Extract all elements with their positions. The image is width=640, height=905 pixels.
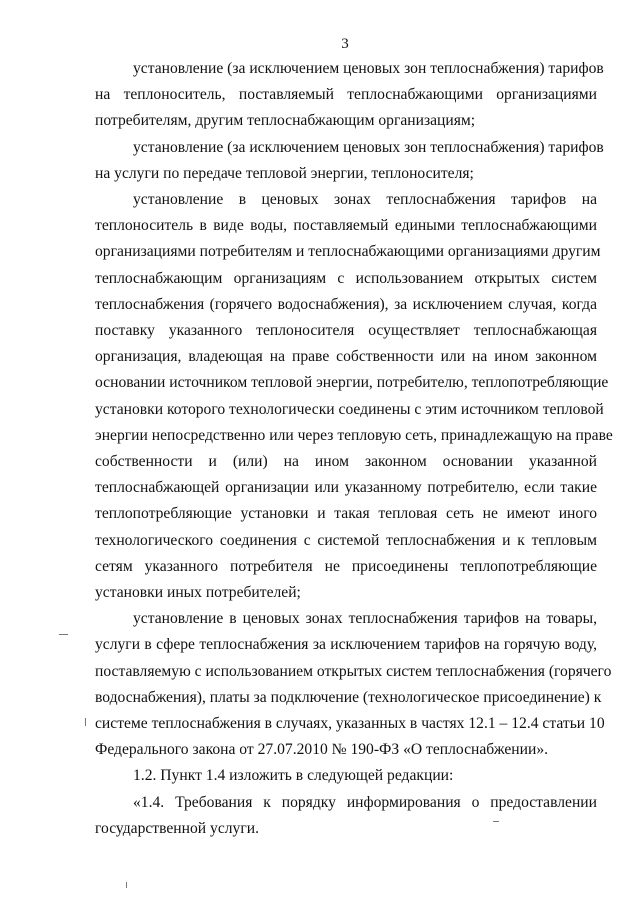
text-line: основании источником тепловой энергии, потребителю, теплопотребляющие [95, 374, 609, 392]
scan-mark [85, 718, 86, 726]
text-line: технологического соединения с системой теплоснабжения и к тепловым [95, 531, 597, 549]
text-line: теплоснабжающей организации или указанному потребителю, если такие [95, 479, 597, 497]
paragraph-amendment-1-2 [95, 763, 597, 789]
text-line: сетям указанного потребителя не присоединены теплопотребляющие [95, 557, 597, 575]
paragraph-price-zones-water [95, 187, 613, 606]
text-line: на теплоноситель, поставляемый теплоснабжающими организациями [95, 86, 597, 104]
text-line: установление (за исключением ценовых зон теплоснабжения) тарифов [133, 60, 604, 77]
text-line: установки иных потребителей; [95, 584, 301, 602]
text-line: на услуги по передаче тепловой энергии, теплоносителя; [95, 164, 474, 182]
paragraph-requirements-1-4 [95, 790, 597, 842]
text-line: энергии непосредственно или через тепловую сеть, принадлежащую на праве [95, 426, 613, 444]
scan-mark [126, 882, 127, 888]
text-line: установки которого технологически соединены с этим источником тепловой [95, 400, 604, 418]
scan-mark [59, 634, 68, 635]
text-line: установление в ценовых зонах теплоснабжения тарифов на товары, [133, 610, 597, 628]
text-line: теплоноситель в виде воды, поставляемый едиными теплоснабжающими [95, 217, 597, 235]
text-line: поставку указанного теплоносителя осуществляет теплоснабжающая [95, 322, 597, 340]
text-line: системе теплоснабжения в случаях, указанных в частях 12.1 – 12.4 статьи 10 [95, 715, 605, 733]
text-line: Федерального закона от 27.07.2010 № 190-ФЗ «О теплоснабжении». [95, 741, 549, 759]
paragraph-price-zones-goods [95, 606, 612, 763]
text-line: потребителям, другим теплоснабжающим организациям; [95, 112, 476, 130]
text-line: организациями потребителям и теплоснабжающими организациями другим [95, 243, 601, 261]
text-line: услуги в сфере теплоснабжения за исключением тарифов на горячую воду, [95, 636, 597, 654]
page-number: 3 [341, 36, 349, 52]
paragraph-tariffs-heat-carrier [95, 56, 604, 135]
paragraph-tariffs-transfer [95, 135, 604, 187]
text-line: собственности и (или) на ином законном основании указанной [95, 453, 597, 471]
text-line: теплоснабжения (горячего водоснабжения), за исключением случая, когда [95, 295, 597, 313]
text-line: теплопотребляющие установки и такая тепловая сеть не имеют иного [95, 505, 597, 523]
text-line: государственной услуги. [95, 819, 259, 837]
document-body [95, 56, 613, 842]
scan-mark [493, 821, 499, 822]
text-line: организация, владеющая на праве собственности или на ином законном [95, 348, 597, 366]
text-line: поставляемую с использованием открытых систем теплоснабжения (горячего [95, 662, 612, 680]
text-line: установление в ценовых зонах теплоснабжения тарифов на [133, 191, 597, 209]
text-line: теплоснабжающим организациям с использованием открытых систем [95, 269, 597, 287]
text-line: «1.4. Требования к порядку информирования о предоставлении [133, 793, 597, 811]
text-line: водоснабжения), платы за подключение (технологическое присоединение) к [95, 688, 602, 706]
text-line: 1.2. Пункт 1.4 изложить в следующей редакции: [133, 767, 454, 785]
text-line: установление (за исключением ценовых зон теплоснабжения) тарифов [133, 138, 604, 156]
